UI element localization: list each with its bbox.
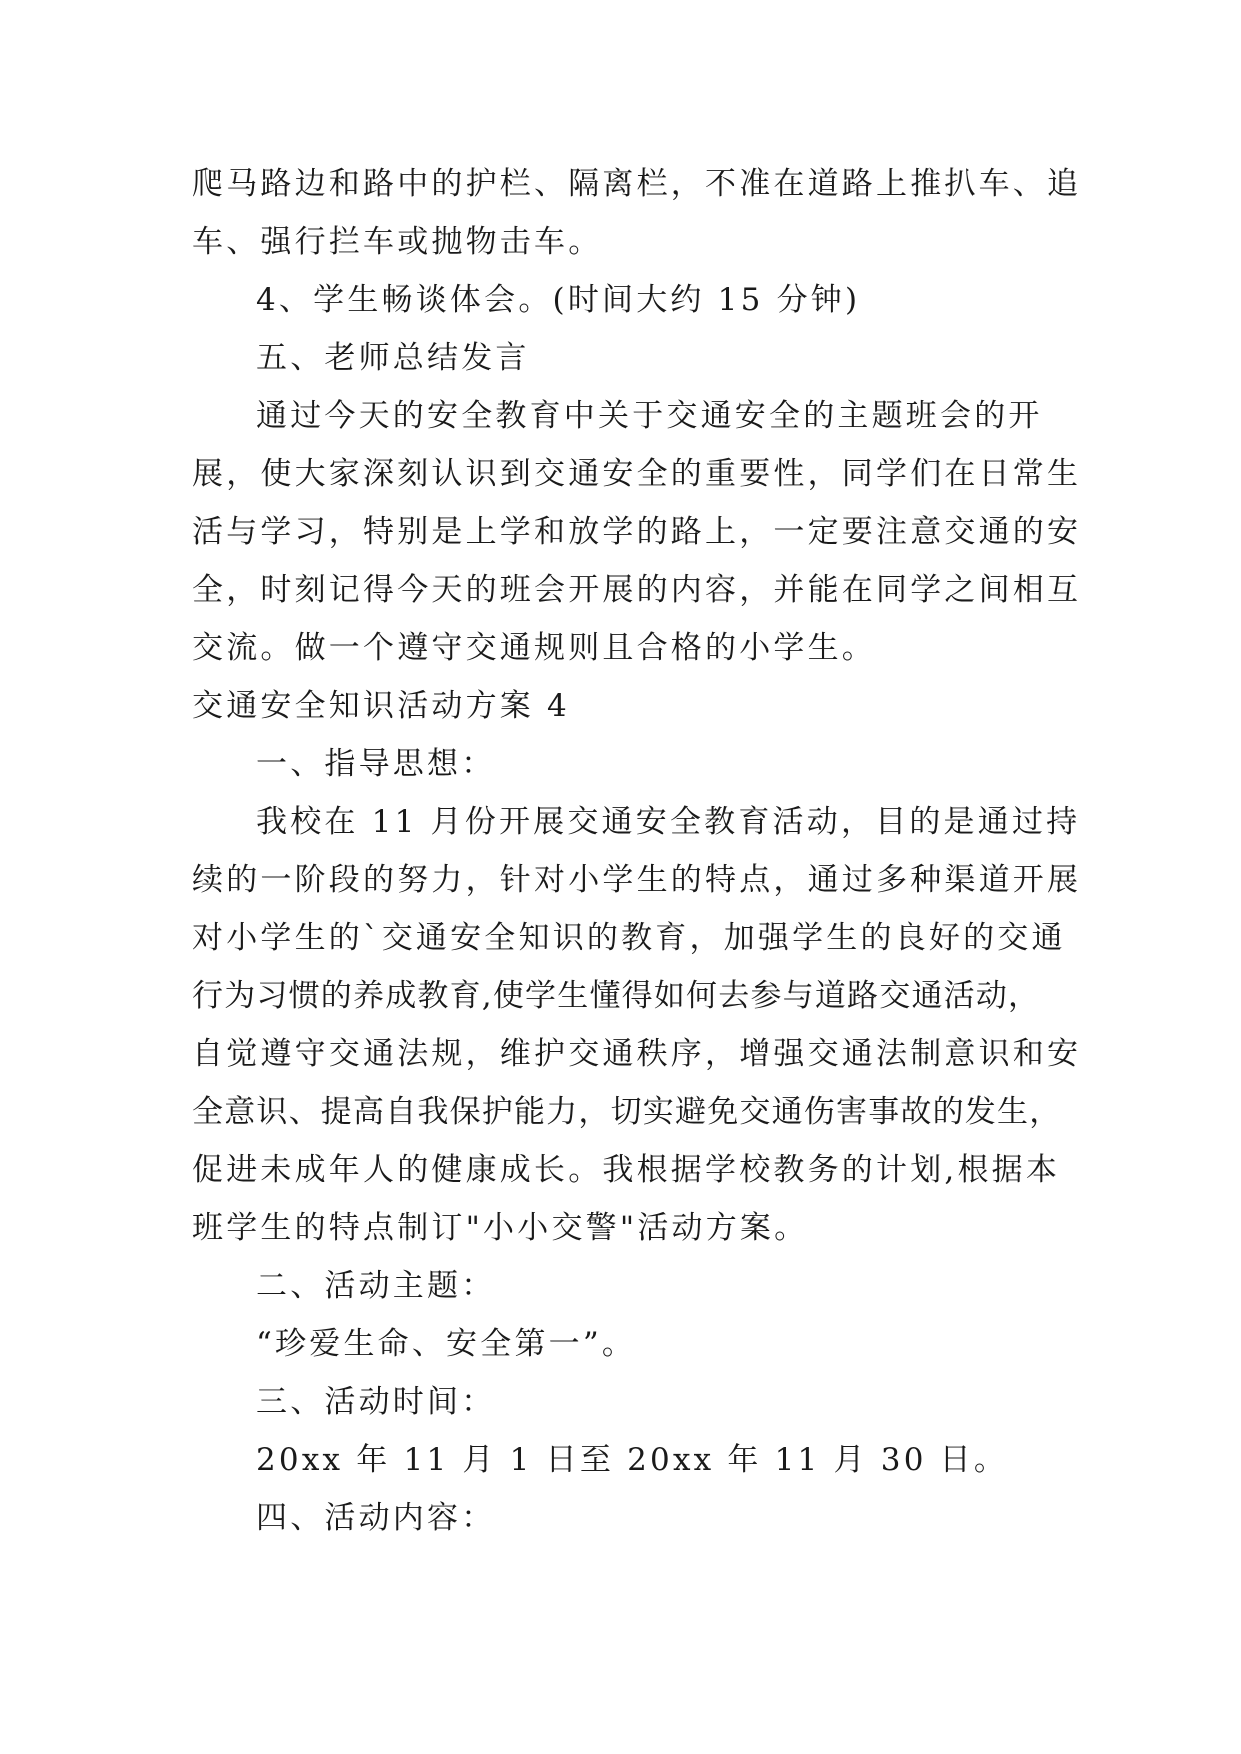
section-heading: 一、指导思想： <box>256 746 496 782</box>
text-line: “珍爱生命、安全第一”。 <box>256 1326 637 1362</box>
paragraph-line: 促进未成年人的健康成长。我根据学校教务的计划,根据本 <box>192 1152 1061 1188</box>
paragraph-line: 展，使大家深刻认识到交通安全的重要性，同学们在日常生 <box>192 456 1082 492</box>
paragraph-line: 全，时刻记得今天的班会开展的内容，并能在同学之间相互 <box>192 572 1082 608</box>
paragraph-line: 行为习惯的养成教育,使学生懂得如何去参与道路交通活动， <box>192 978 1041 1014</box>
section-heading: 五、老师总结发言 <box>256 340 530 376</box>
document-title: 交通安全知识活动方案 4 <box>192 688 570 724</box>
section-heading: 三、活动时间： <box>256 1384 496 1420</box>
paragraph-line: 我校在 11 月份开展交通安全教育活动，目的是通过持 <box>256 804 1081 840</box>
section-heading: 四、活动内容： <box>256 1500 496 1536</box>
paragraph-line: 续的一阶段的努力，针对小学生的特点，通过多种渠道开展 <box>192 862 1082 898</box>
paragraph-line: 通过今天的安全教育中关于交通安全的主题班会的开 <box>256 398 1043 434</box>
paragraph-line: 交流。做一个遵守交通规则且合格的小学生。 <box>192 630 876 666</box>
text-line: 20xx 年 11 月 1 日至 20xx 年 11 月 30 日。 <box>256 1442 1009 1478</box>
paragraph-line: 班学生的特点制订"小小交警"活动方案。 <box>192 1210 809 1246</box>
text-line: 4、学生畅谈体会。(时间大约 15 分钟) <box>256 282 861 318</box>
document-body <box>192 155 1082 1547</box>
text-line: 车、强行拦车或抛物击车。 <box>192 224 603 260</box>
section-heading: 二、活动主题： <box>256 1268 496 1304</box>
paragraph-line: 活与学习，特别是上学和放学的路上，一定要注意交通的安 <box>192 514 1082 550</box>
text-line: 爬马路边和路中的护栏、隔离栏，不准在道路上推扒车、追 <box>192 166 1082 202</box>
paragraph-line: 对小学生的`交通安全知识的教育，加强学生的良好的交通 <box>192 920 1066 956</box>
paragraph-line: 自觉遵守交通法规，维护交通秩序，增强交通法制意识和安 <box>192 1036 1082 1072</box>
paragraph-line: 全意识、提高自我保护能力，切实避免交通伤害事故的发生， <box>192 1094 1062 1130</box>
